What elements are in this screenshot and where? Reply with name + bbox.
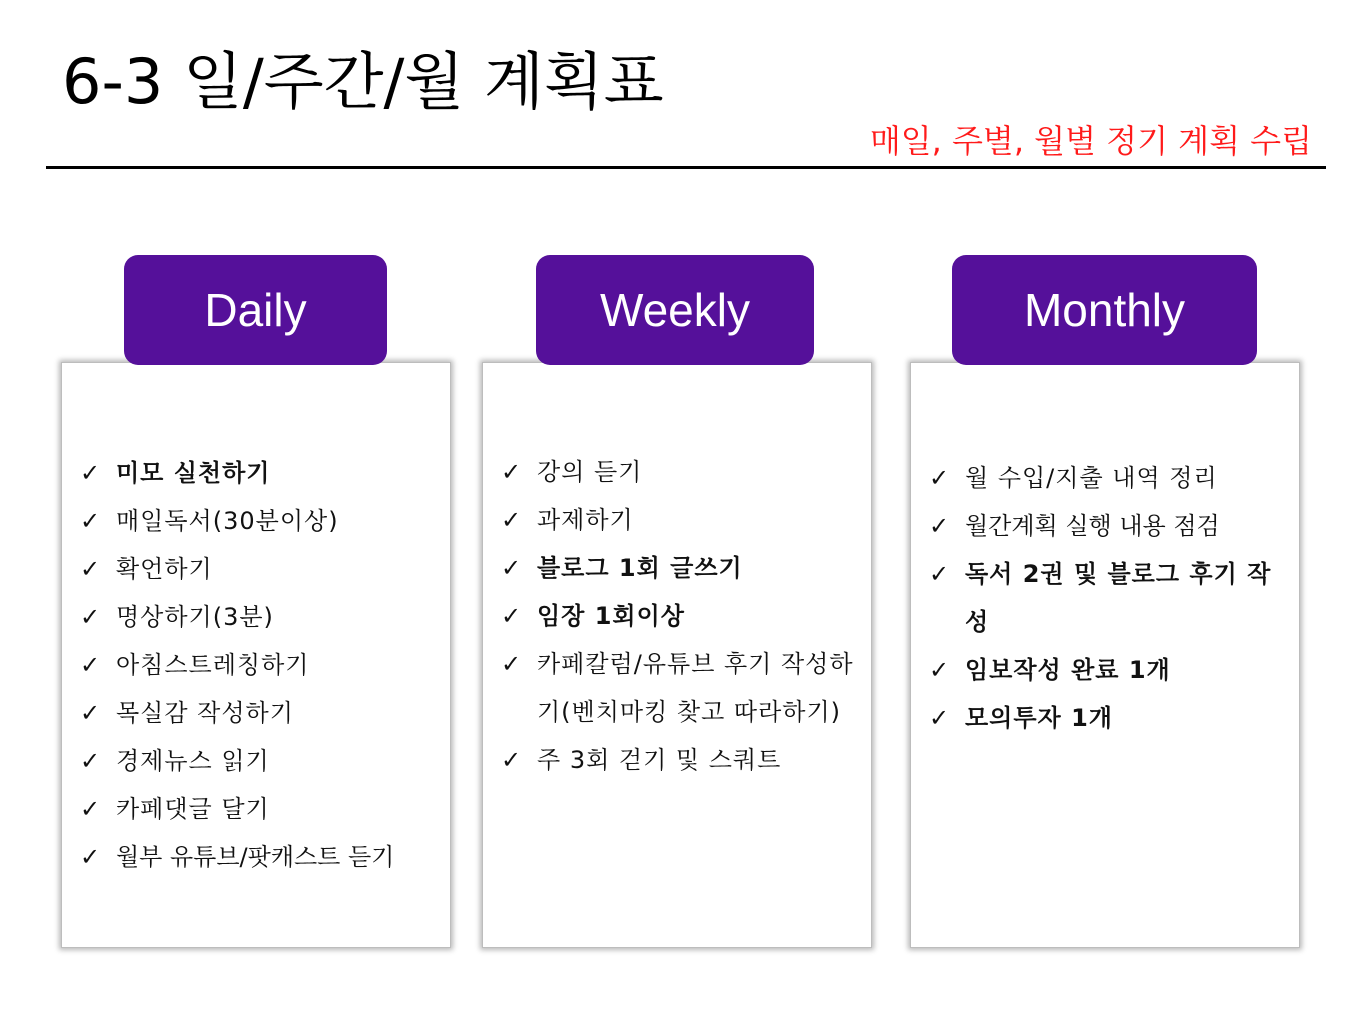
check-icon: ✓ <box>501 746 522 774</box>
daily-task-item <box>80 833 442 881</box>
check-icon: ✓ <box>80 507 101 535</box>
task-text: 목실감 작성하기 <box>116 699 294 727</box>
check-icon: ✓ <box>501 458 522 486</box>
daily-header-badge: Daily <box>124 255 387 365</box>
monthly-task-item <box>929 454 1291 502</box>
task-text: 월 수입/지출 내역 정리 <box>965 464 1218 492</box>
check-icon: ✓ <box>80 555 101 583</box>
check-icon: ✓ <box>501 602 522 630</box>
task-text: 월부 유튜브/팟캐스트 듣기 <box>116 843 395 871</box>
page-subtitle: 매일, 주별, 월별 정기 계획 수립 <box>869 122 1312 160</box>
task-text: 월간계획 실행 내용 점검 <box>965 512 1220 540</box>
daily-task-item <box>80 545 442 593</box>
task-text: 임장 1회이상 <box>537 602 685 630</box>
weekly-task-item <box>501 640 863 736</box>
check-icon: ✓ <box>80 699 101 727</box>
daily-task-item <box>80 689 442 737</box>
page-title: 6-3 일/주간/월 계획표 <box>62 45 664 118</box>
task-text: 경제뉴스 읽기 <box>116 747 270 775</box>
check-icon: ✓ <box>80 459 101 487</box>
weekly-task-item <box>501 592 863 640</box>
check-icon: ✓ <box>80 603 101 631</box>
monthly-task-item <box>929 550 1291 646</box>
check-icon: ✓ <box>501 650 522 678</box>
task-text: 모의투자 1개 <box>965 704 1113 732</box>
check-icon: ✓ <box>501 554 522 582</box>
task-text: 아침스트레칭하기 <box>116 651 310 679</box>
task-text: 과제하기 <box>537 506 634 534</box>
task-text: 블로그 1회 글쓰기 <box>537 554 743 582</box>
monthly-task-list <box>929 454 1291 742</box>
daily-task-item <box>80 449 442 497</box>
check-icon: ✓ <box>80 795 101 823</box>
check-icon: ✓ <box>80 651 101 679</box>
weekly-task-list <box>501 448 863 784</box>
task-text: 매일독서(30분이상) <box>116 507 339 535</box>
task-text: 강의 듣기 <box>537 458 643 486</box>
monthly-header-badge: Monthly <box>952 255 1257 365</box>
task-text: 명상하기(3분) <box>116 603 274 631</box>
monthly-task-item <box>929 502 1291 550</box>
task-text: 주 3회 걷기 및 스쿼트 <box>537 746 782 774</box>
weekly-task-item <box>501 736 863 784</box>
daily-task-item <box>80 737 442 785</box>
task-text: 카페댓글 달기 <box>116 795 270 823</box>
task-text: 확언하기 <box>116 555 213 583</box>
check-icon: ✓ <box>80 843 101 871</box>
check-icon: ✓ <box>929 656 950 684</box>
task-text: 미모 실천하기 <box>116 459 271 487</box>
weekly-header-badge: Weekly <box>536 255 814 365</box>
daily-panel <box>61 362 451 948</box>
daily-task-item <box>80 785 442 833</box>
check-icon: ✓ <box>929 464 950 492</box>
daily-task-item <box>80 497 442 545</box>
weekly-task-item <box>501 544 863 592</box>
monthly-task-item <box>929 646 1291 694</box>
task-text: 카페칼럼/유튜브 후기 작성하기(벤치마킹 찾고 따라하기) <box>537 650 854 726</box>
daily-task-item <box>80 641 442 689</box>
monthly-task-item <box>929 694 1291 742</box>
check-icon: ✓ <box>80 747 101 775</box>
daily-task-list <box>80 449 442 881</box>
task-text: 독서 2권 및 블로그 후기 작성 <box>965 560 1272 636</box>
check-icon: ✓ <box>501 506 522 534</box>
weekly-task-item <box>501 496 863 544</box>
task-text: 임보작성 완료 1개 <box>965 656 1171 684</box>
weekly-task-item <box>501 448 863 496</box>
title-divider <box>46 166 1326 169</box>
check-icon: ✓ <box>929 704 950 732</box>
daily-task-item <box>80 593 442 641</box>
check-icon: ✓ <box>929 560 950 588</box>
monthly-panel <box>910 362 1300 948</box>
weekly-panel <box>482 362 872 948</box>
check-icon: ✓ <box>929 512 950 540</box>
